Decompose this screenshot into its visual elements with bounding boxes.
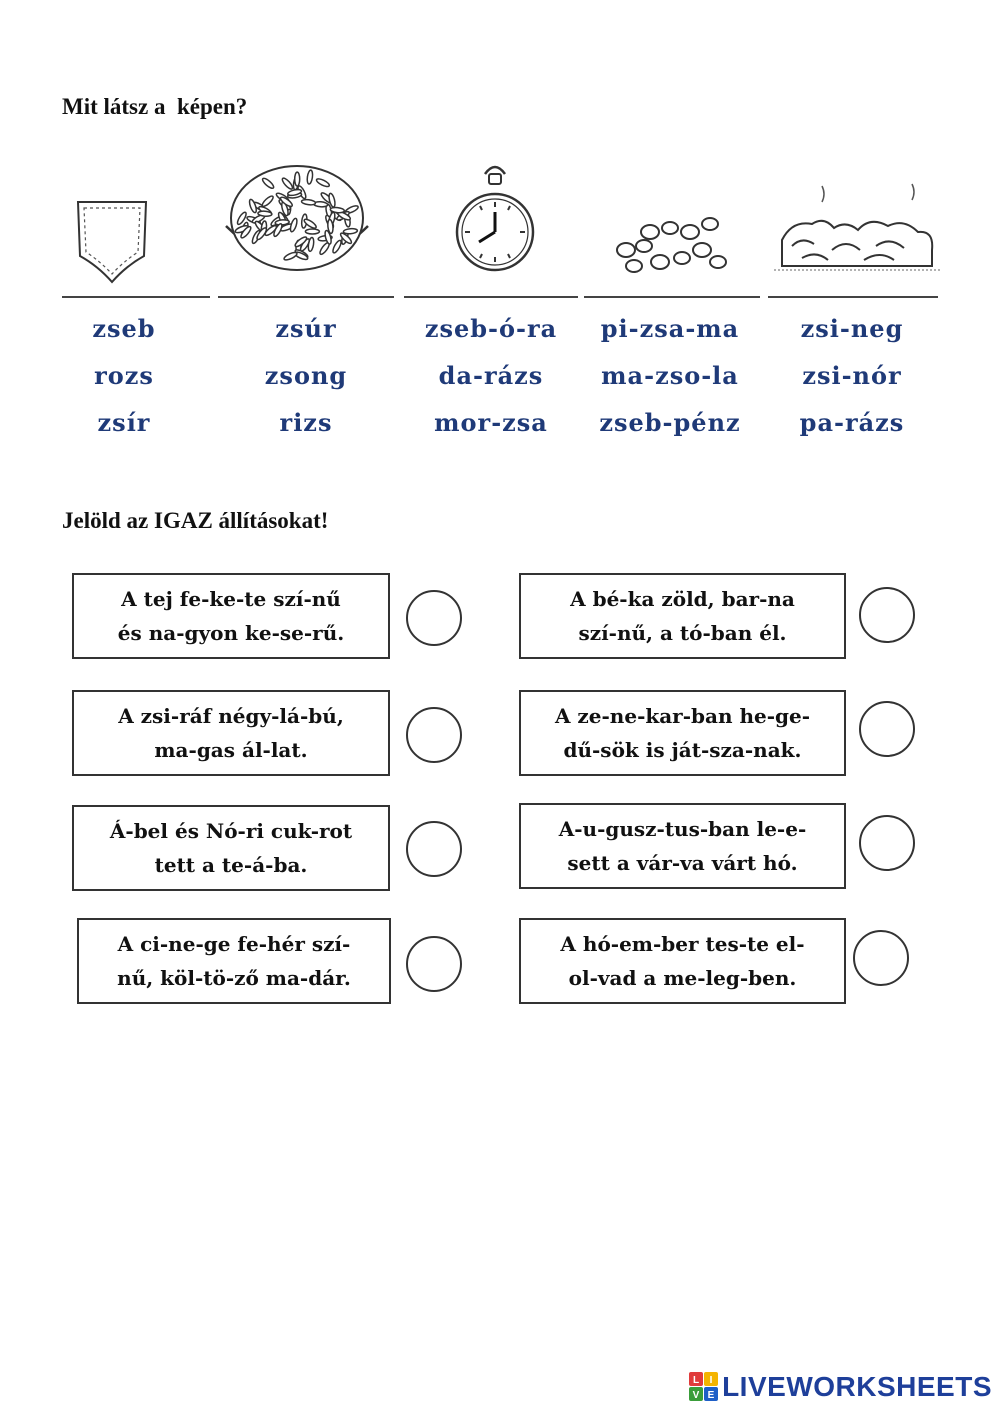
answer-circle[interactable] bbox=[406, 590, 462, 646]
answer-circle[interactable] bbox=[406, 707, 462, 763]
statement-text: A bé-ka zöld, bar-na szí-nű, a tó-ban él. bbox=[570, 587, 795, 645]
word: pa-rázs bbox=[799, 408, 905, 437]
statement-box bbox=[77, 918, 391, 1004]
answer-circle[interactable] bbox=[859, 701, 915, 757]
statement-box bbox=[519, 573, 846, 659]
statement-box bbox=[72, 690, 390, 776]
word: da-rázs bbox=[438, 361, 544, 390]
answer-line-3[interactable] bbox=[404, 296, 578, 298]
word: rozs bbox=[94, 361, 154, 390]
statement-box bbox=[519, 918, 846, 1004]
statement-text: Á-bel és Nó-ri cuk-rot tett a te-á-ba. bbox=[109, 819, 353, 877]
logo-letter: I bbox=[709, 1375, 713, 1386]
pocket-watch-icon bbox=[455, 160, 535, 282]
logo-letter: V bbox=[692, 1390, 700, 1401]
word: zseb-pénz bbox=[599, 408, 741, 437]
word: rizs bbox=[279, 408, 333, 437]
word: pi-zsa-ma bbox=[600, 314, 740, 343]
statement-text: A ze-ne-kar-ban he-ge- dű-sök is ját-sza-nak. bbox=[554, 704, 811, 762]
logo-letter: E bbox=[707, 1390, 715, 1401]
word-column-3 bbox=[401, 305, 581, 446]
brand-name: LIVEWORKSHEETS bbox=[722, 1371, 992, 1402]
word: ma-zso-la bbox=[601, 361, 739, 390]
statement-text: A ci-ne-ge fe-hér szí- nű, köl-tö-ző ma-dár. bbox=[117, 932, 351, 990]
statement-text: A-u-gusz-tus-ban le-e- sett a vár-va várt hó. bbox=[558, 817, 807, 875]
embers-icon bbox=[772, 180, 942, 280]
word: zsír bbox=[97, 408, 151, 437]
logo-letter: L bbox=[693, 1375, 700, 1386]
liveworksheets-logo bbox=[689, 1371, 992, 1403]
answer-circle[interactable] bbox=[853, 930, 909, 986]
answer-line-2[interactable] bbox=[218, 296, 394, 298]
answer-line-5[interactable] bbox=[768, 296, 938, 298]
word-column-5 bbox=[762, 305, 942, 446]
word-column-1 bbox=[34, 305, 214, 446]
answer-circle[interactable] bbox=[406, 936, 462, 992]
answer-circle[interactable] bbox=[859, 815, 915, 871]
raisins-icon bbox=[612, 212, 730, 276]
word: mor-zsa bbox=[434, 408, 548, 437]
statement-text: A hó-em-ber tes-te el- ol-vad a me-leg-ben. bbox=[560, 932, 805, 990]
word: zsi-nór bbox=[802, 361, 902, 390]
word-column-4 bbox=[580, 305, 760, 446]
statement-box bbox=[72, 573, 390, 659]
word: zsúr bbox=[275, 314, 337, 343]
answer-circle[interactable] bbox=[859, 587, 915, 643]
word-column-2 bbox=[216, 305, 396, 446]
word: zseb-ó-ra bbox=[424, 314, 558, 343]
statement-box bbox=[519, 803, 846, 889]
word: zseb bbox=[92, 314, 156, 343]
word: zsi-neg bbox=[800, 314, 904, 343]
answer-line-1[interactable] bbox=[62, 296, 210, 298]
picture-question-heading: Mit látsz a képen? bbox=[62, 94, 248, 119]
rice-bowl-icon bbox=[222, 156, 372, 286]
true-statements-heading: Jelöld az IGAZ állításokat! bbox=[62, 508, 329, 533]
answer-line-4[interactable] bbox=[584, 296, 760, 298]
pocket-icon bbox=[74, 196, 150, 286]
word: zsong bbox=[264, 361, 348, 390]
statement-box bbox=[72, 805, 390, 891]
statement-text: A zsi-ráf négy-lá-bú, ma-gas ál-lat. bbox=[118, 704, 344, 762]
answer-circle[interactable] bbox=[406, 821, 462, 877]
live-logo-icon bbox=[689, 1372, 719, 1402]
statement-text: A tej fe-ke-te szí-nű és na-gyon ke-se-rű. bbox=[117, 587, 345, 645]
statement-box bbox=[519, 690, 846, 776]
